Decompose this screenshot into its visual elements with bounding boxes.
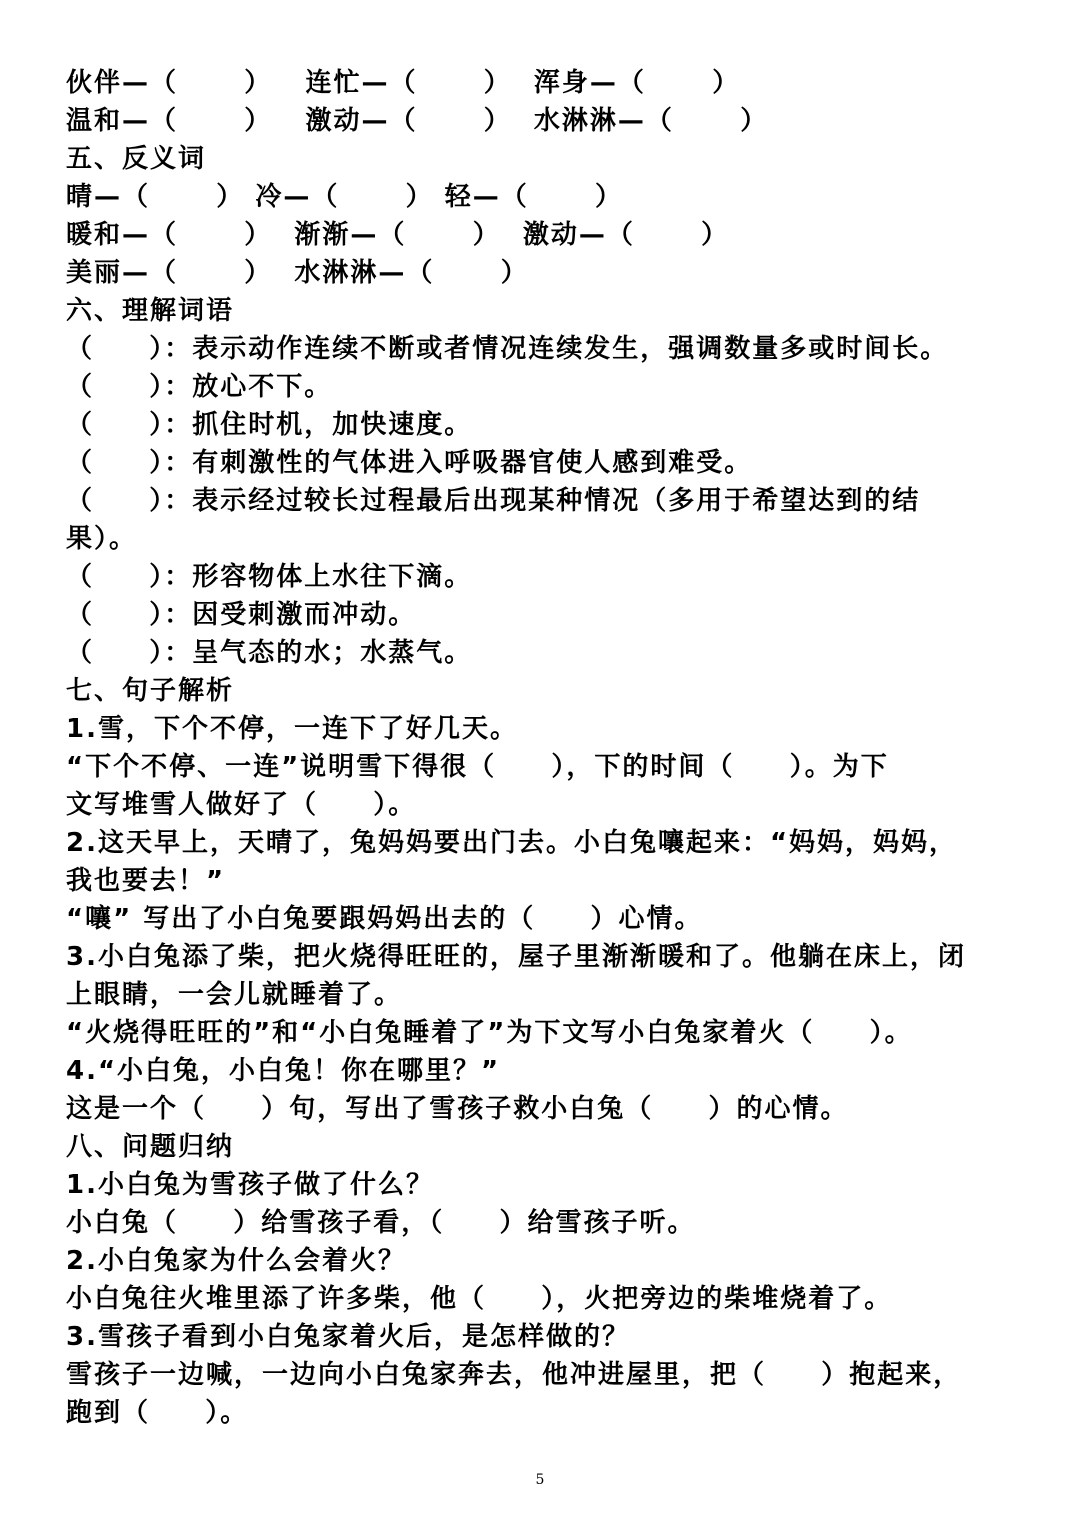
definition-item-7: （ ）：因受刺激而冲动。 <box>66 600 417 630</box>
sentence-2-continued: 我也要去！” <box>66 866 226 896</box>
sentence-2-question: “嚷” 写出了小白兔要跟妈妈出去的（ ）心情。 <box>66 904 703 934</box>
page-number: 5 <box>535 1472 545 1488</box>
synonym-row-1: 伙伴—（ ） 连忙—（ ） 浑身—（ ） <box>66 68 741 98</box>
sentence-1-question: “下个不停、一连”说明雪下得很（ ），下的时间（ ）。为下 <box>66 752 889 782</box>
definition-item-6: （ ）：形容物体上水往下滴。 <box>66 562 473 592</box>
definition-item-5: （ ）：表示经过较长过程最后出现某种情况（多用于希望达到的结 <box>66 486 921 516</box>
section-heading-summary: 八、问题归纳 <box>66 1132 235 1162</box>
sentence-3: 3.小白兔添了柴，把火烧得旺旺的，屋子里渐渐暖和了。他躺在床上，闭 <box>66 942 966 972</box>
sentence-3-question: “火烧得旺旺的”和“小白兔睡着了”为下文写小白兔家着火（ ）。 <box>66 1018 913 1048</box>
answer-1: 小白兔（ ）给雪孩子看，（ ）给雪孩子听。 <box>66 1208 696 1238</box>
antonym-row-1: 晴—（ ） 冷—（ ） 轻—（ ） <box>66 182 624 212</box>
synonym-row-2: 温和—（ ） 激动—（ ） 水淋淋—（ ） <box>66 106 769 136</box>
sentence-4-question: 这是一个（ ）句，写出了雪孩子救小白兔（ ）的心情。 <box>66 1094 849 1124</box>
question-3: 3.雪孩子看到小白兔家着火后，是怎样做的？ <box>66 1322 630 1352</box>
sentence-2: 2.这天早上，天晴了，兔妈妈要出门去。小白兔嚷起来：“妈妈，妈妈， <box>66 828 958 858</box>
antonym-row-3: 美丽—（ ） 水淋淋—（ ） <box>66 258 529 288</box>
section-heading-sentence-analysis: 七、句子解析 <box>66 676 235 706</box>
definition-item-5-continued: 果）。 <box>66 524 138 554</box>
definition-item-3: （ ）：抓住时机，加快速度。 <box>66 410 473 440</box>
sentence-1: 1.雪，下个不停，一连下了好几天。 <box>66 714 518 744</box>
answer-3-continued: 跑到（ ）。 <box>66 1398 249 1428</box>
answer-3: 雪孩子一边喊，一边向小白兔家奔去，他冲进屋里，把（ ）抱起来， <box>66 1360 962 1390</box>
antonym-row-2: 暖和—（ ） 渐渐—（ ） 激动—（ ） <box>66 220 730 250</box>
definition-item-2: （ ）：放心不下。 <box>66 372 333 402</box>
definition-item-8: （ ）：呈气态的水；水蒸气。 <box>66 638 473 668</box>
definition-item-4: （ ）：有刺激性的气体进入呼吸器官使人感到难受。 <box>66 448 753 478</box>
section-heading-antonyms: 五、反义词 <box>66 144 207 174</box>
sentence-4: 4.“小白兔，小白兔！你在哪里？” <box>66 1056 501 1086</box>
sentence-3-continued: 上眼睛，一会儿就睡着了。 <box>66 980 403 1010</box>
question-2: 2.小白兔家为什么会着火？ <box>66 1246 406 1276</box>
sentence-1-question-continued: 文写堆雪人做好了（ ）。 <box>66 790 417 820</box>
answer-2: 小白兔往火堆里添了许多柴，他（ ），火把旁边的柴堆烧着了。 <box>66 1284 893 1314</box>
question-1: 1.小白兔为雪孩子做了什么？ <box>66 1170 434 1200</box>
section-heading-word-meaning: 六、理解词语 <box>66 296 235 326</box>
definition-item-1: （ ）：表示动作连续不断或者情况连续发生，强调数量多或时间长。 <box>66 334 949 364</box>
